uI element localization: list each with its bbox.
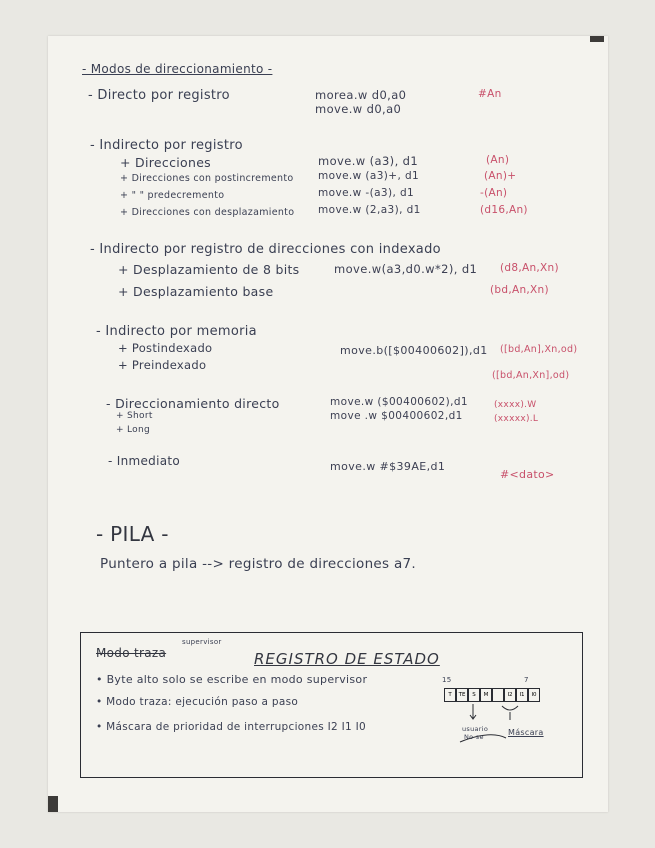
directo-abs-code-2: move .w $00400602,d1	[330, 410, 463, 422]
indirecto-item-0-label: + Direcciones	[120, 155, 211, 170]
reg-cell-m: M	[480, 688, 492, 702]
indexado-item-0-label: + Desplazamiento de 8 bits	[118, 262, 300, 277]
memoria-item-0: + Postindexado	[118, 341, 213, 355]
struck-modo-traza: Modo traza	[96, 646, 167, 660]
corner-mark-bottom-left	[48, 796, 58, 812]
reg-cell-i2: I2	[504, 688, 516, 702]
indirecto-item-2-note: -(An)	[480, 187, 508, 199]
bit-15-label: 15	[442, 676, 452, 684]
label-no-se: No se	[464, 733, 484, 741]
directo-abs-long: + Long	[116, 425, 150, 435]
indexado-item-1-label: + Desplazamiento base	[118, 284, 274, 299]
estado-bullet-2: • Máscara de prioridad de interrupciones I2 I1 I0	[96, 721, 367, 733]
directo-code-2: move.w d0,a0	[315, 102, 402, 116]
indirecto-item-0-code: move.w (a3), d1	[318, 154, 419, 168]
indirecto-item-0-note: (An)	[486, 154, 510, 166]
label-mascara: Máscara	[508, 728, 544, 737]
memoria-code: move.b([$00400602]),d1	[340, 344, 488, 357]
indirecto-item-1-note: (An)+	[484, 170, 517, 182]
memoria-note-1: ([bd,An],Xn,od)	[500, 344, 578, 355]
inmediato-code: move.w #$39AE,d1	[330, 460, 446, 473]
indexado-item-0-code: move.w(a3,d0.w*2), d1	[334, 262, 478, 276]
bit-7-label: 7	[524, 676, 529, 684]
indirecto-item-3-note: (d16,An)	[480, 204, 528, 216]
memoria-note-2: ([bd,An,Xn],od)	[492, 370, 570, 381]
directo-abs-note-1: (xxxx).W	[494, 400, 537, 410]
indexado-item-1-note: (bd,An,Xn)	[490, 284, 549, 296]
indirecto-item-2-label: + " " predecremento	[120, 190, 225, 201]
pila-title: - PILA -	[96, 522, 169, 546]
register-arrows	[440, 700, 580, 750]
reg-cell-i0: I0	[528, 688, 540, 702]
indirecto-item-1-label: + Direcciones con postincremento	[120, 173, 294, 184]
indirecto-title: - Indirecto por registro	[90, 138, 243, 153]
directo-abs-short: + Short	[116, 411, 153, 421]
indirecto-item-3-code: move.w (2,a3), d1	[318, 204, 421, 216]
registro-estado-title: REGISTRO DE ESTADO	[254, 650, 440, 668]
inmediato-title: - Inmediato	[108, 454, 181, 468]
memoria-item-1: + Preindexado	[118, 358, 207, 372]
reg-cell-s: S	[468, 688, 480, 702]
indirecto-item-2-code: move.w -(a3), d1	[318, 187, 415, 199]
directo-abs-note-2: (xxxxx).L	[494, 414, 539, 424]
reg-cell-te: TE	[456, 688, 468, 702]
directo-label: - Directo por registro	[88, 88, 230, 103]
indirecto-item-1-code: move.w (a3)+, d1	[318, 170, 420, 182]
directo-abs-title: - Direccionamiento directo	[106, 396, 280, 411]
inmediato-note: #<dato>	[500, 468, 555, 481]
estado-bullet-1: • Modo traza: ejecución paso a paso	[96, 696, 299, 708]
corner-mark-top-right	[590, 36, 604, 42]
memoria-title: - Indirecto por memoria	[96, 324, 257, 339]
indexado-title: - Indirecto por registro de direcciones con indexado	[90, 242, 441, 257]
pila-text: Puntero a pila --> registro de direcciones a7.	[100, 556, 417, 572]
directo-abs-code-1: move.w ($00400602),d1	[330, 396, 468, 408]
indexado-item-0-note: (d8,An,Xn)	[500, 262, 559, 274]
estado-bullet-0: • Byte alto solo se escribe en modo supervisor	[96, 673, 368, 686]
directo-code-1: morea.w d0,a0	[315, 88, 407, 102]
supervisor-superscript: supervisor	[182, 638, 222, 646]
directo-note: #An	[478, 88, 502, 100]
indirecto-item-3-label: + Direcciones con desplazamiento	[120, 207, 295, 218]
reg-cell-t: T	[444, 688, 456, 702]
reg-cell-i1: I1	[516, 688, 528, 702]
label-usuario: usuario	[462, 725, 489, 733]
page-title: - Modos de direccionamiento -	[82, 62, 273, 76]
